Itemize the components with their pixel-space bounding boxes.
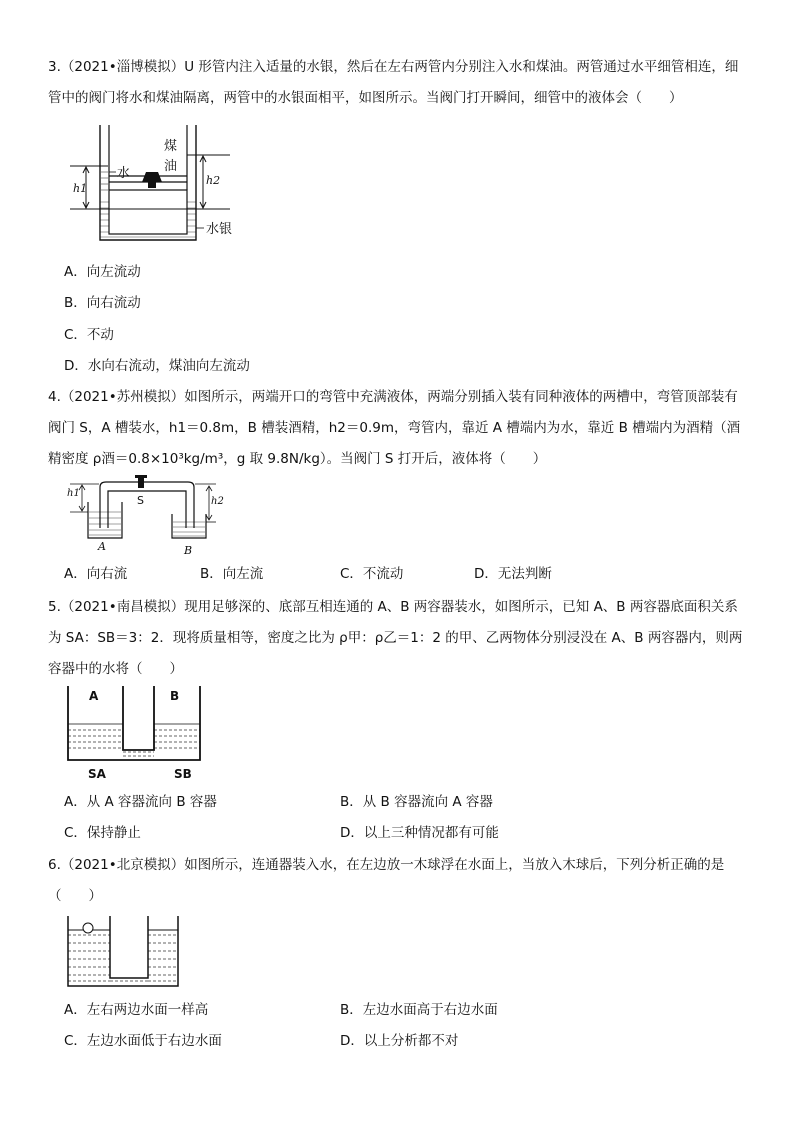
water-fill <box>101 166 108 190</box>
question-5-option-a[interactable]: A．从 A 容器流向 B 容器 <box>64 794 217 810</box>
valve-icon <box>142 172 162 188</box>
tank-b <box>172 514 206 538</box>
question-4-option-a[interactable]: A．向右流 <box>64 566 128 582</box>
question-3-option-a[interactable]: A．向左流动 <box>64 264 141 280</box>
label-h1: h1 <box>73 182 88 195</box>
question-5-option-d[interactable]: D．以上三种情况都有可能 <box>340 825 499 841</box>
question-3-option-b[interactable]: B．向右流动 <box>64 295 141 311</box>
label-kerosene-2: 油 <box>164 159 178 174</box>
connector-with-ball-diagram <box>64 914 184 990</box>
label-kerosene-1: 煤 <box>164 139 178 154</box>
tank-a <box>88 502 122 538</box>
question-6-option-a[interactable]: A．左右两边水面一样高 <box>64 1002 209 1018</box>
label-valve-s: S <box>137 494 144 507</box>
label-area-sa: SA <box>88 767 106 781</box>
question-5-option-c[interactable]: C．保持静止 <box>64 825 141 841</box>
question-4-option-d[interactable]: D．无法判断 <box>474 566 552 582</box>
connected-containers-diagram <box>64 684 204 784</box>
question-4-stem: 4.（2021•苏州模拟）如图所示，两端开口的弯管中充满液体，两端分别插入装有同种液体的两槽中，弯管顶部装有阀门 S，A 槽装水，h1＝0.8m，B 槽装酒精，h2＝0.9m，弯管内，靠近 A 槽端内为水，靠近 B 槽端内为酒精（酒精密度 ρ酒＝0.8×10³kg/m³，g 取 9.8N/kg）。当阀门 S 打开后，液体将（ ） <box>48 389 741 467</box>
question-3-option-c[interactable]: C．不动 <box>64 327 114 343</box>
question-3-stem: 3.（2021•淄博模拟）U 形管内注入适量的水银，然后在左右两管内分别注入水和煤油。两管通过水平细管相连，细管中的阀门将水和煤油隔离，两管中的水银面相平，如图所示。当阀门打开瞬间，细管中的液体会（ ） <box>48 59 739 106</box>
label-tank-b: B <box>184 544 193 557</box>
question-4 <box>48 382 748 475</box>
u-tube-inner-wall <box>109 190 187 234</box>
wooden-ball-icon <box>83 923 93 933</box>
question-4-option-c[interactable]: C．不流动 <box>340 566 404 582</box>
label-container-b: B <box>170 689 180 703</box>
label-water: 水 <box>117 166 131 181</box>
label-h2: h2 <box>206 174 221 187</box>
question-3-option-d[interactable]: D．水向右流动，煤油向左流动 <box>64 358 250 374</box>
question-6-stem: 6.（2021•北京模拟）如图所示，连通器装入水，在左边放一木球浮在水面上，当放入木球后，下列分析正确的是（ ） <box>48 857 725 904</box>
label-h2: h2 <box>211 496 224 507</box>
question-6-option-d[interactable]: D．以上分析都不对 <box>340 1033 459 1049</box>
water-fill-b <box>154 730 200 748</box>
question-5-option-b[interactable]: B．从 B 容器流向 A 容器 <box>340 794 493 810</box>
question-3 <box>48 52 748 114</box>
question-5 <box>48 592 748 685</box>
label-area-sb: SB <box>174 767 192 781</box>
question-6 <box>48 850 748 912</box>
bent-tube <box>100 482 194 528</box>
bent-tube-diagram <box>66 472 226 560</box>
label-container-a: A <box>89 689 99 703</box>
label-h1: h1 <box>67 488 80 499</box>
question-6-option-b[interactable]: B．左边水面高于右边水面 <box>340 1002 498 1018</box>
question-4-option-b[interactable]: B．向左流 <box>200 566 264 582</box>
label-mercury: 水银 <box>206 222 233 237</box>
water-fill <box>68 935 178 981</box>
question-5-stem: 5.（2021•南昌模拟）现用足够深的、底部互相连通的 A、B 两容器装水，如图所示，已知 A、B 两容器底面积关系为 SA：SB＝3：2．现将质量相等，密度之比为 ρ甲：ρ乙＝1：2 的甲、乙两物体分别浸没在 A、B 两容器内，则两容器中的水将（ ） <box>48 599 743 677</box>
u-tube-diagram <box>68 120 248 250</box>
container-divider <box>123 686 154 750</box>
label-tank-a: A <box>98 540 106 553</box>
question-6-option-c[interactable]: C．左边水面低于右边水面 <box>64 1033 222 1049</box>
connector-divider <box>110 916 148 978</box>
